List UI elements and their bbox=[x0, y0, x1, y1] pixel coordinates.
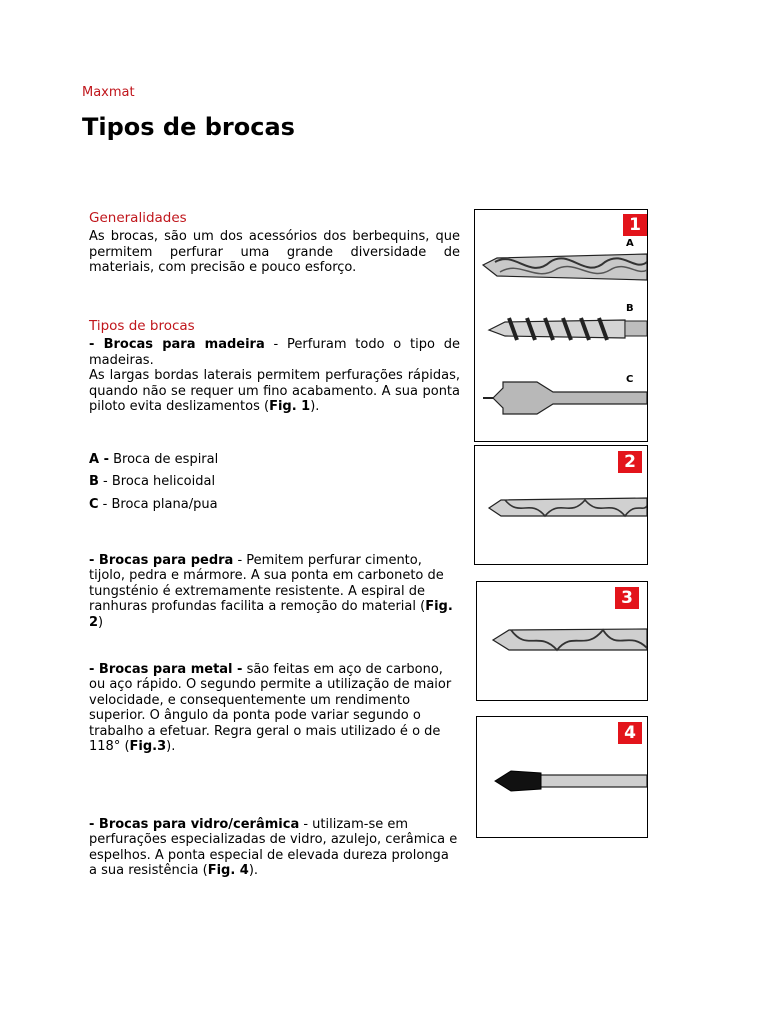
section-generalidades bbox=[89, 211, 460, 276]
bold-title: - Brocas para vidro/cerâmica bbox=[89, 817, 300, 832]
figure-label: B bbox=[626, 303, 634, 314]
section-heading: Generalidades bbox=[89, 210, 187, 226]
list-item bbox=[89, 474, 460, 489]
bold-title: - Brocas para pedra bbox=[89, 553, 234, 568]
text: ) bbox=[98, 614, 104, 630]
brad-point-drill-icon bbox=[483, 254, 647, 280]
bold-title: - Brocas para madeira bbox=[89, 337, 265, 353]
text: são feitas em aço de carbono, ou aço rápido. O segundo permite a utilização de maior velocidade, e consequentemente um rendimento superior. O ângulo da ponta pode variar segundo o trabalho a efetuar. Regra geral o mais utilizado é o de 118° ( bbox=[89, 662, 452, 755]
list-key: C bbox=[89, 496, 99, 512]
fig-ref: Fig. 2 bbox=[89, 599, 453, 630]
paragraph-metal bbox=[89, 662, 460, 754]
figure-badge: 3 bbox=[615, 587, 639, 609]
figure-1 bbox=[474, 209, 648, 442]
metal-drill-icon bbox=[477, 582, 647, 700]
list-item bbox=[89, 497, 460, 512]
glass-drill-icon bbox=[477, 717, 647, 837]
masonry-drill-icon bbox=[475, 446, 647, 564]
fig-ref: Fig. 1 bbox=[269, 399, 311, 415]
drill-list bbox=[89, 452, 460, 512]
auger-drill-icon bbox=[489, 318, 647, 340]
paragraph-madeira bbox=[89, 337, 460, 368]
paragraph bbox=[89, 368, 460, 414]
figure-4 bbox=[476, 716, 648, 838]
figure-label: C bbox=[626, 374, 634, 385]
section-tipos bbox=[89, 319, 460, 414]
figure-badge: 4 bbox=[618, 722, 642, 744]
text: - Perfuram todo o tipo de madeiras. bbox=[89, 337, 460, 368]
fig-ref: Fig. 4 bbox=[207, 863, 249, 879]
text: - Pemitem perfurar cimento, tijolo, pedra e mármore. A sua ponta em carboneto de tungsténio é extremamente resistente. A espiral de ranhuras profundas facilita a remoção do material ( bbox=[89, 553, 444, 615]
spade-drill-icon bbox=[483, 382, 647, 414]
text: ). bbox=[310, 399, 320, 415]
figure-label: A bbox=[626, 238, 634, 249]
list-text: - Broca helicoidal bbox=[98, 474, 216, 490]
page-title: Tipos de brocas bbox=[82, 113, 295, 141]
figure-badge: 1 bbox=[623, 214, 647, 236]
paragraph-vidro bbox=[89, 817, 460, 879]
brand-label: Maxmat bbox=[82, 85, 135, 100]
figure-badge: 2 bbox=[618, 451, 642, 473]
text: ). bbox=[248, 863, 259, 879]
fig-ref: Fig.3 bbox=[129, 739, 167, 755]
figure-2 bbox=[474, 445, 648, 565]
bold-title: - Brocas para metal - bbox=[89, 662, 243, 677]
text: As largas bordas laterais permitem perfurações rápidas, quando não se requer um fino acabamento. A sua ponta piloto evita deslizamentos ( bbox=[89, 368, 460, 415]
section-heading: Tipos de brocas bbox=[89, 318, 195, 334]
list-key: A - bbox=[89, 452, 109, 467]
text: - utilizam-se em perfurações especializadas de vidro, azulejo, cerâmica e espelhos. A ponta especial de elevada dureza prolonga a sua resistência ( bbox=[89, 817, 458, 879]
text: ). bbox=[166, 739, 176, 755]
list-text: - Broca plana/pua bbox=[98, 496, 218, 512]
list-key: B bbox=[89, 474, 99, 490]
list-text: Broca de espiral bbox=[108, 452, 219, 467]
paragraph: As brocas, são um dos acessórios dos berbequins, que permitem perfurar uma grande diversidade de materiais, com precisão e pouco esforço. bbox=[89, 229, 460, 276]
list-item bbox=[89, 452, 460, 467]
paragraph-pedra bbox=[89, 553, 460, 630]
figure-3 bbox=[476, 581, 648, 701]
drill-illustration-abc bbox=[475, 210, 647, 441]
